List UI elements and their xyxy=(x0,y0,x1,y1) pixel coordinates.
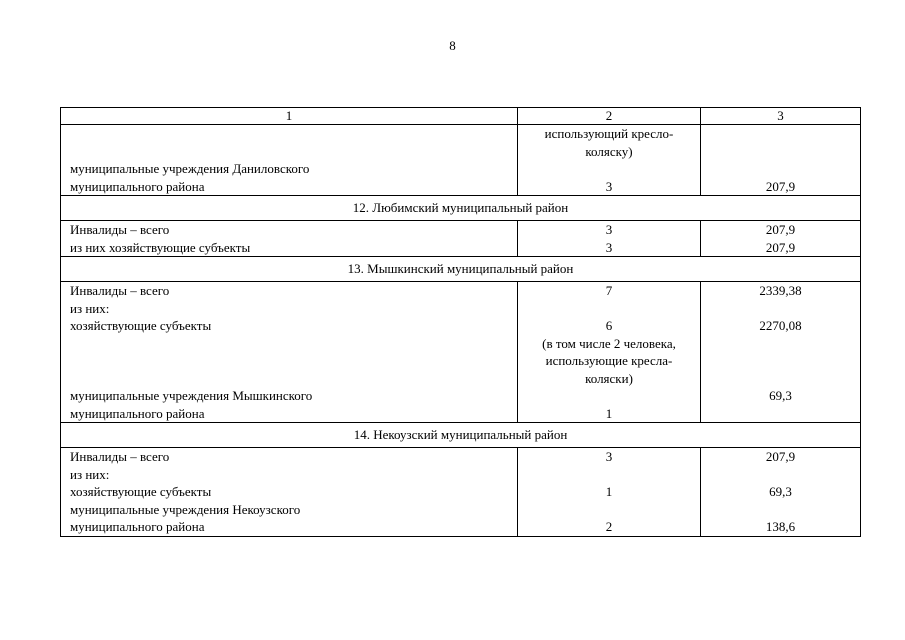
count-cell xyxy=(518,125,701,196)
count-value: 6 xyxy=(605,318,613,333)
table-row xyxy=(61,221,861,257)
count-cell xyxy=(518,282,701,423)
count-value: 3 xyxy=(605,239,613,255)
section-row xyxy=(61,257,861,282)
row-label: муниципальные учреждения Мышкинского xyxy=(70,388,313,403)
amount-value: 2270,08 xyxy=(759,318,802,333)
data-table xyxy=(60,107,861,537)
row-label: хозяйствующие субъекты xyxy=(70,484,212,499)
amount-cell xyxy=(701,221,861,257)
amount-value: 69,3 xyxy=(769,388,792,403)
amount-value: 2339,38 xyxy=(759,283,802,298)
count-value: 3 xyxy=(605,222,613,237)
column-header-3: 3 xyxy=(701,108,861,125)
row-label-cell xyxy=(61,221,518,257)
row-label: Инвалиды – всего xyxy=(70,283,170,298)
row-label: муниципального района xyxy=(70,178,205,194)
note-text: использующий кресло- xyxy=(544,126,674,141)
count-value: 1 xyxy=(605,405,613,421)
note-text: использующие кресла- xyxy=(545,353,673,368)
row-label: из них: xyxy=(70,466,110,482)
section-row xyxy=(61,423,861,448)
amount-value: 207,9 xyxy=(765,222,796,237)
table-row xyxy=(61,448,861,537)
row-label: из них: xyxy=(70,300,110,316)
note-text: (в том числе 2 человека, xyxy=(542,335,676,351)
count-cell xyxy=(518,448,701,537)
row-label: муниципальные учреждения Некоузского xyxy=(70,501,301,517)
amount-cell xyxy=(701,448,861,537)
count-value: 2 xyxy=(605,519,613,534)
amount-value: 138,6 xyxy=(765,519,796,534)
section-row xyxy=(61,196,861,221)
amount-value: 207,9 xyxy=(765,449,796,464)
table-row xyxy=(61,125,861,196)
amount-cell xyxy=(701,282,861,423)
page-number: 8 xyxy=(449,38,456,53)
amount-cell xyxy=(701,125,861,196)
section-title: 13. Мышкинский муниципальный район xyxy=(61,257,861,282)
count-value: 7 xyxy=(605,283,613,298)
row-label: из них хозяйствующие субъекты xyxy=(70,239,251,255)
row-label-cell xyxy=(61,125,518,196)
count-cell xyxy=(518,221,701,257)
table-header-row xyxy=(61,108,861,125)
row-label-cell xyxy=(61,282,518,423)
row-label-cell xyxy=(61,448,518,537)
table-row xyxy=(61,282,861,423)
row-label: муниципального района xyxy=(70,519,205,534)
note-text: коляски) xyxy=(585,370,633,386)
row-label: Инвалиды – всего xyxy=(70,449,170,464)
row-label: муниципальные учреждения Даниловского xyxy=(70,161,310,176)
amount-value: 69,3 xyxy=(769,484,792,499)
count-value: 3 xyxy=(605,449,613,464)
row-label: муниципального района xyxy=(70,405,205,421)
amount-value: 207,9 xyxy=(765,239,796,255)
section-title: 14. Некоузский муниципальный район xyxy=(61,423,861,448)
row-label: хозяйствующие субъекты xyxy=(70,318,212,333)
note-text: коляску) xyxy=(585,143,633,159)
row-label: Инвалиды – всего xyxy=(70,222,170,237)
amount-value: 207,9 xyxy=(765,178,796,194)
count-value: 1 xyxy=(605,484,613,499)
column-header-2: 2 xyxy=(518,108,701,125)
count-value: 3 xyxy=(605,178,613,194)
section-title: 12. Любимский муниципальный район xyxy=(61,196,861,221)
column-header-1: 1 xyxy=(61,108,518,125)
